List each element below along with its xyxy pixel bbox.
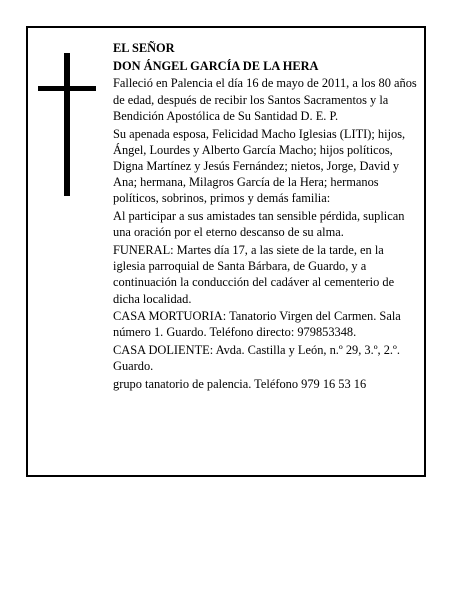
family-paragraph: Su apenada esposa, Felicidad Macho Iglesias (LITI); hijos, Ángel, Lourdes y Alberto García Macho; hijos políticos, Digna Martínez y Jesús Fernández; nietos, Jorge, David y Ana; hermana, Milagros García de la Hera; hermanos políticos, sobrinos, primos y demás familia: xyxy=(113,126,406,206)
title-line-1: EL SEÑOR xyxy=(113,41,175,55)
funeral-paragraph: FUNERAL: Martes día 17, a las siete de la tarde, en la iglesia parroquial de Santa Bárbara, de Guardo, y a continuación la conducción del cadáver al cementerio de dicha localidad. xyxy=(113,242,395,306)
obituary-text xyxy=(113,40,418,394)
casa-mortuoria-paragraph: CASA MORTUORIA: Tanatorio Virgen del Carmen. Sala número 1. Guardo. Teléfono directo: 979853348. xyxy=(113,309,401,340)
death-notice-paragraph: Falleció en Palencia el día 16 de mayo de 2011, a los 80 años de edad, después de recibir los Santos Sacramentos y la Bendición Apostólica de Su Santidad D. E. P. xyxy=(113,76,417,123)
tanatorio-contact-paragraph: grupo tanatorio de palencia. Teléfono 979 16 53 16 xyxy=(113,377,367,392)
casa-doliente-paragraph: CASA DOLIENTE: Avda. Castilla y León, n.º 29, 3.º, 2.º. Guardo. xyxy=(113,343,400,374)
cross-horizontal-bar xyxy=(38,86,96,91)
title-line-2: DON ÁNGEL GARCÍA DE LA HERA xyxy=(113,58,319,73)
prayer-request-paragraph: Al participar a sus amistades tan sensible pérdida, suplican una oración por el eterno descanso de su alma. xyxy=(113,209,405,240)
cross-vertical-bar xyxy=(64,53,70,196)
